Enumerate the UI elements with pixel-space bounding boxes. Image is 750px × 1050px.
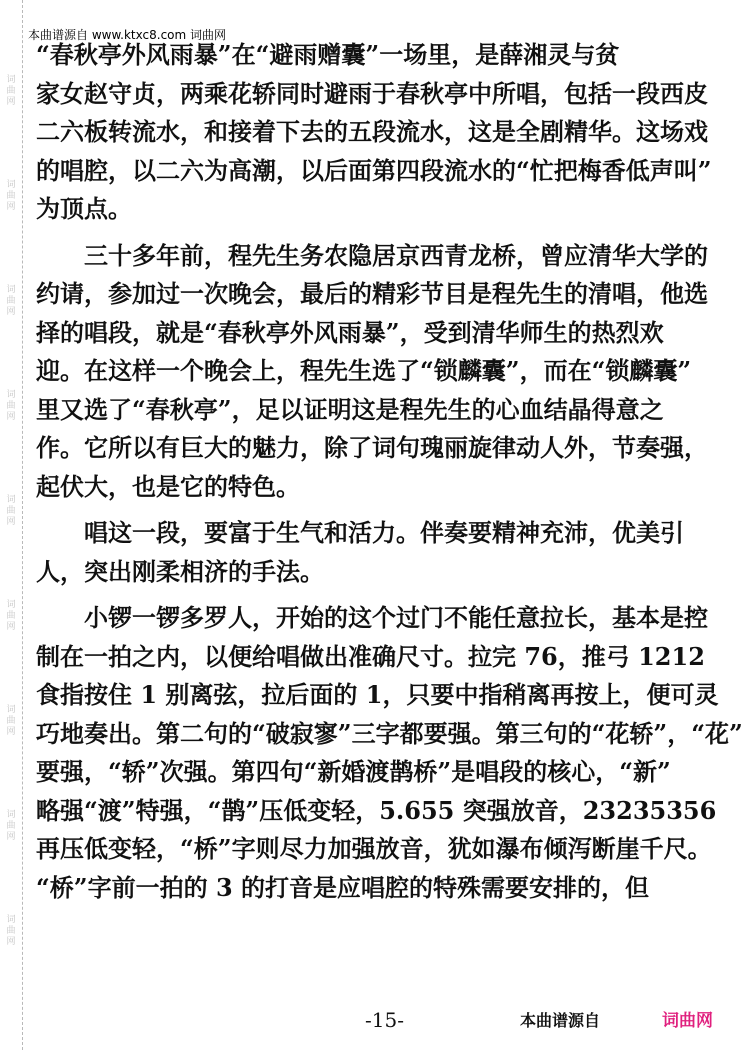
top-watermark: 本曲谱源自 www.ktxc8.com 词曲网: [28, 28, 227, 42]
text-line: 的唱腔，以二六为高潮，以后面第四段流水的“忙把梅香低声叫”: [36, 155, 712, 185]
body-text: [36, 36, 743, 907]
text-line: 食指按住 1 别离弦，拉后面的 1，只要中指稍离再按上，便可灵: [36, 680, 719, 709]
text-line: 再压低变轻，“桥”字则尽力加强放音，犹如瀑布倾泻断崖千尺。: [36, 834, 712, 863]
side-watermark: 词曲网: [6, 180, 16, 212]
text-line: 家女赵守贞，两乘花轿同时避雨于春秋亭中所唱，包括一段西皮: [36, 78, 708, 108]
side-watermark: 词曲网: [6, 75, 16, 107]
side-watermark: 词曲网: [6, 810, 16, 842]
text-line: 制在一拍之内，以便给唱做出准确尺寸。拉完 76，推弓 1212: [36, 641, 705, 671]
footer-source-label: 本曲谱源自: [520, 1011, 601, 1030]
side-watermark: 词曲网: [6, 600, 16, 632]
text-line: 略强“渡”特强，“鹊”压低变轻，5.655 突强放音，23235356: [36, 795, 717, 825]
text-line: 起伏大，也是它的特色。: [36, 471, 300, 501]
side-watermark: 词曲网: [6, 915, 16, 947]
side-watermark: 词曲网: [6, 390, 16, 422]
text-line: 迎。在这样一个晚会上，程先生选了“锁麟囊”，而在“锁麟囊”: [36, 356, 692, 385]
text-line: “春秋亭外风雨暴”在“避雨赠囊”一场里，是薛湘灵与贫: [36, 40, 620, 69]
text-line: 巧地奏出。第二句的“破寂寥”三字都要强。第三句的“花轿”，“花”: [36, 718, 743, 748]
text-line: 为顶点。: [36, 194, 132, 223]
text-line: 约请，参加过一次晚会，最后的精彩节目是程先生的清唱，他选: [36, 279, 708, 308]
side-watermark: 词曲网: [6, 285, 16, 317]
text-line: 作。它所以有巨大的魅力，除了词句瑰丽旋律动人外，节奏强，: [36, 433, 708, 462]
text-line: 二六板转流水，和接着下去的五段流水，这是全剧精华。这场戏: [36, 117, 708, 146]
text-line: 人，突出刚柔相济的手法。: [36, 556, 324, 586]
side-watermark: 词曲网: [6, 495, 16, 527]
text-line: 里又选了“春秋亭”，足以证明这是程先生的心血结晶得意之: [36, 394, 664, 424]
text-line: 唱这一段，要富于生气和活力。伴奏要精神充沛，优美引: [84, 518, 684, 547]
text-line: “桥”字前一拍的 3 的打音是应唱腔的特殊需要安排的，但: [36, 872, 650, 902]
text-line: 三十多年前，程先生务农隐居京西青龙桥，曾应清华大学的: [84, 240, 708, 270]
side-watermark: 词曲网: [6, 705, 16, 737]
footer-site-label: 词曲网: [662, 1011, 713, 1031]
text-line: 择的唱段，就是“春秋亭外风雨暴”，受到清华师生的热烈欢: [36, 317, 664, 347]
page-number: -15-: [365, 1008, 404, 1032]
text-line: 要强，“轿”次强。第四句“新婚渡鹊桥”是唱段的核心，“新”: [36, 757, 671, 786]
text-line: 小锣一锣多罗人，开始的这个过门不能任意拉长，基本是控: [84, 603, 708, 632]
